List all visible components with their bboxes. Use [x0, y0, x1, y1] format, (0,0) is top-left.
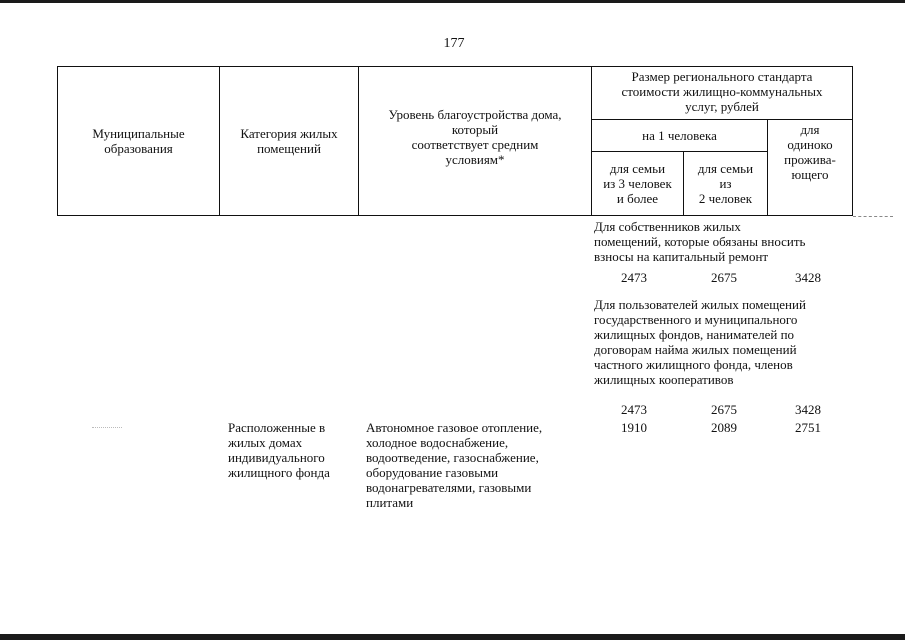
header-family-2: для семьи из 2 человек: [683, 151, 768, 216]
group-users-title: Для пользователей жилых помещений государственного и муниципального жилищных фондов, нанимателей по договорам найма жилых помещений частного жилищного фонда, членов жилищных кооперативов: [594, 297, 806, 387]
header-regional-standard: Размер регионального стандарта стоимости жилищно-коммунальных услуг, рублей: [591, 66, 853, 120]
group-users-value-family-3: 2473: [621, 402, 647, 417]
header-municipality: Муниципальные образования: [57, 66, 220, 216]
header-improvement-level: Уровень благоустройства дома, который соответствует средним условиям*: [358, 66, 592, 216]
row-value-family-2: 2089: [711, 420, 737, 435]
group-owners-value-single: 3428: [795, 270, 821, 285]
scan-specks: [92, 427, 122, 428]
header-category: Категория жилых помещений: [219, 66, 359, 216]
header-underline-extension: [853, 216, 893, 217]
group-users-value-family-2: 2675: [711, 402, 737, 417]
row-category: Расположенные в жилых домах индивидуального жилищного фонда: [228, 420, 330, 480]
page-number: 177: [443, 36, 465, 51]
row-value-family-3: 1910: [621, 420, 647, 435]
row-improvement-level: Автономное газовое отопление, холодное водоснабжение, водоотведение, газоснабжение, оборудование газовыми водонагревателями, газовыми плитами: [366, 420, 543, 510]
group-owners-value-family-2: 2675: [711, 270, 737, 285]
header-family-3-plus: для семьи из 3 человек и более: [591, 151, 684, 216]
group-users-value-single: 3428: [795, 402, 821, 417]
row-value-single: 2751: [795, 420, 821, 435]
scan-border-bottom: [0, 634, 905, 640]
header-per-person: на 1 человека: [591, 119, 768, 152]
table-header: [57, 66, 853, 216]
group-owners-value-family-3: 2473: [621, 270, 647, 285]
header-single-resident: для одиноко прожива- ющего: [767, 119, 853, 216]
group-owners-title: Для собственников жилых помещений, которые обязаны вносить взносы на капитальный ремонт: [594, 219, 806, 264]
scan-border-top: [0, 0, 905, 3]
